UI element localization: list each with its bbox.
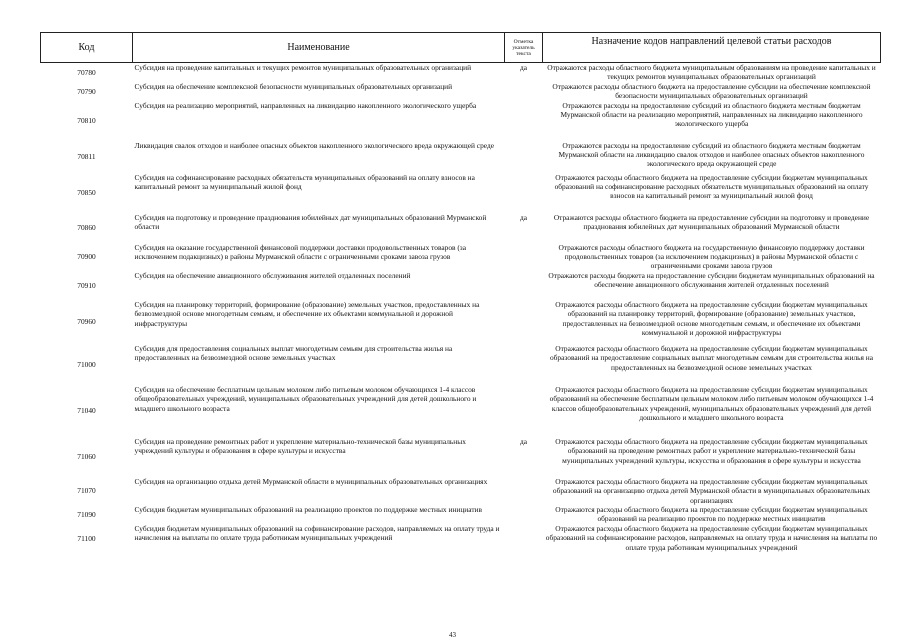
row-code: 70910 [77, 280, 96, 290]
table-row [41, 213, 881, 243]
row-flag [505, 82, 543, 101]
row-name: Субсидия на обеспечение авиационного обслуживания жителей отдаленных поселений [134, 270, 411, 280]
row-purpose: Отражаются расходы областного бюджета на предоставление субсидии на подготовку и проведение празднования юбилейных дат муниципальных образований Мурманской области [553, 212, 870, 232]
row-purpose: Отражаются расходы областного бюджета на предоставление субсидии бюджетам муниципальных образований на проведение ремонтных работ и укрепление материально-технической базы муниципальных учреждений культуры, искусства и образования в сфере культуры и искусства [555, 436, 868, 465]
row-code: 70960 [77, 317, 96, 327]
row-purpose: Отражаются расходы областного бюджета на предоставление субсидии бюджетам муниципальных образований на реализацию проектов по поддержке местных инициатив [555, 505, 868, 524]
table-row [41, 101, 881, 141]
row-name: Субсидия на софинансирование расходных обязательств муниципальных образований на оплату взносов на капитальный ремонт за муниципальный жилой фонд [134, 172, 475, 192]
row-code: 71000 [77, 359, 96, 369]
row-purpose: Отражаются расходы областного бюджета на предоставление субсидии бюджетам муниципальных образований на софинансирование расходных обязательств муниципальных образований на оплату взносов на капитальный ремонт за муниципальный жилой фонд [554, 172, 869, 201]
row-flag [505, 141, 543, 173]
row-name: Субсидия на подготовку и проведение празднования юбилейных дат муниципальных образований Мурманской области [134, 212, 487, 232]
row-code: 70900 [77, 252, 96, 262]
row-name: Субсидия на обеспечение комплексной безопасности муниципальных образовательных организаций [134, 81, 453, 91]
header-flag: Отметка указатель текста [505, 33, 543, 63]
row-purpose: Отражаются расходы областного бюджета на предоставление субсидии бюджетам муниципальных образований на организацию отдыха детей Мурманской области в муниципальных образовательных организациях [552, 476, 871, 505]
table-row [41, 524, 881, 554]
table-header-row [41, 33, 881, 63]
row-code: 70780 [77, 67, 96, 77]
row-code: 70811 [77, 151, 96, 161]
row-flag: да [519, 212, 528, 222]
row-code: 70810 [77, 115, 96, 125]
row-flag [505, 524, 543, 554]
table-row [41, 437, 881, 477]
row-code: 71100 [77, 534, 96, 544]
row-name: Ликвидация свалок отходов и наиболее опасных объектов накопленного экологического вреда окружающей среде [134, 140, 495, 150]
row-code: 70850 [77, 187, 96, 197]
table-row [41, 141, 881, 173]
row-code: 70860 [77, 222, 96, 232]
row-name: Субсидия бюджетам муниципальных образований на реализацию проектов по поддержке местных инициатив [134, 505, 483, 515]
row-name: Субсидия на обеспечение бесплатным цельным молоком либо питьевым молоком обучающихся 1-4 классов общеобразовательных учреждений, муниципальных образовательных учреждений для детей дошкольного и младшего школьного возраста [134, 384, 477, 413]
row-purpose: Отражаются расходы на предоставление субсидий из областного бюджета местным бюджетам Мурманской области на реализацию мероприятий, направленных на ликвидацию накопленного экологического ущерба [560, 100, 863, 129]
row-code: 71070 [77, 486, 96, 496]
row-purpose: Отражаются расходы областного бюджета на предоставление субсидии на обеспечение комплексной безопасности муниципальных образовательных организаций [552, 81, 871, 101]
row-name: Субсидия на оказание государственной финансовой поддержки доставки продовольственных товаров (за исключением подакцизных) в районы Мурманской области с ограниченными сроками завоза грузов [134, 242, 467, 262]
table-row [41, 82, 881, 101]
row-purpose: Отражаются расходы областного бюджета на государственную финансовую поддержку доставки продовольственных товаров (за исключением подакцизных) в районы Мурманской области с ограниченными сроками завоза грузов [558, 242, 865, 271]
row-flag [505, 344, 543, 385]
table-row [41, 477, 881, 505]
row-purpose: Отражаются расходы областного бюджета на предоставление субсидии бюджетам муниципальных образований на обеспечение бесплатным цельным молоком либо питьевым молоком обучающихся 1-4 классов общеобразовательных учреждений, муниципальных образовательных учреждений для детей дошкольного и младшего школьного возраста [549, 384, 874, 423]
row-flag [505, 101, 543, 141]
row-flag: да [519, 436, 528, 446]
row-flag [505, 385, 543, 437]
table-row [41, 63, 881, 82]
row-purpose: Отражаются расходы областного бюджета на предоставление субсидии бюджетам муниципальных образований на планировку территорий, формирование (образование) земельных участков, предоставленных на безвозмездной основе многодетным семьям, и обеспечение их объектами коммунальной и дорожной инфраструктуры [555, 299, 868, 338]
row-flag [505, 300, 543, 344]
table-row [41, 505, 881, 524]
header-code: Код [41, 33, 133, 63]
row-name: Субсидия бюджетам муниципальных образований на софинансирование расходов, направляемых на оплату труда и начисления на выплаты по оплате труда работникам муниципальных учреждений [134, 523, 500, 543]
row-name: Субсидия на планировку территорий, формирование (образование) земельных участков, предоставленных на безвозмездной основе многодетным семьям, и обеспечение их объектами коммунальной и дорожной инфраструктуры [134, 299, 480, 328]
row-code: 70790 [77, 86, 96, 96]
row-purpose: Отражаются расходы областного бюджета на предоставление субсидии бюджетам муниципальных образований на предоставление социальных выплат многодетным семьям для строительства жилья на предоставленных на безвозмездной основе земельных участках [549, 343, 874, 372]
document-page [40, 32, 880, 554]
table-row [41, 344, 881, 385]
table-row [41, 271, 881, 300]
table-row [41, 385, 881, 437]
table-row [41, 300, 881, 344]
row-name: Субсидия для предоставления социальных выплат многодетным семьям для строительства жилья на предоставленных на безвозмездной основе земельных участках [134, 343, 453, 363]
row-flag [505, 477, 543, 505]
row-code: 71060 [77, 452, 96, 462]
header-name: Наименование [133, 33, 505, 63]
row-purpose: Отражаются расходы областного бюджета на предоставление субсидии бюджетам муниципальных образований на софинансирование расходов, направляемых на оплату труда и начисления на выплаты по оплате труда работникам муниципальных учреждений [545, 523, 878, 552]
row-flag [505, 505, 543, 524]
row-name: Субсидия на реализацию мероприятий, направленных на ликвидацию накопленного экологического ущерба [134, 100, 477, 110]
table-row [41, 243, 881, 271]
budget-codes-table [40, 32, 881, 554]
row-code: 71090 [77, 509, 96, 519]
header-purpose: Назначение кодов направлений целевой статьи расходов [543, 33, 881, 63]
row-flag [505, 243, 543, 271]
page-number: 43 [449, 631, 456, 639]
row-name: Субсидия на проведение ремонтных работ и укрепление материально-технической базы муниципальных учреждений культуры и образования в сфере культуры и искусства [134, 436, 466, 456]
row-purpose: Отражаются расходы бюджета на предоставление субсидии бюджетам муниципальных образований на обеспечение авиационного обслуживания жителей отдаленных поселений [548, 270, 875, 290]
row-purpose: Отражаются расходы на предоставление субсидий из областного бюджета местным бюджетам Мурманской области на ликвидацию свалок отходов и наиболее опасных объектов накопленного экологического вреда окружающей среде [558, 140, 865, 169]
row-name: Субсидия на организацию отдыха детей Мурманской области в муниципальных образовательных организациях [134, 476, 488, 486]
row-flag: да [519, 63, 528, 72]
row-name: Субсидия на проведение капитальных и текущих ремонтов муниципальных образовательных организаций [134, 63, 472, 72]
row-flag [505, 173, 543, 213]
row-code: 71040 [77, 406, 96, 416]
row-purpose: Отражаются расходы областного бюджета муниципальным образованиям на проведение капитальных и текущих ремонтов муниципальных образовательных организаций [547, 63, 876, 82]
table-row [41, 173, 881, 213]
row-flag [505, 271, 543, 300]
